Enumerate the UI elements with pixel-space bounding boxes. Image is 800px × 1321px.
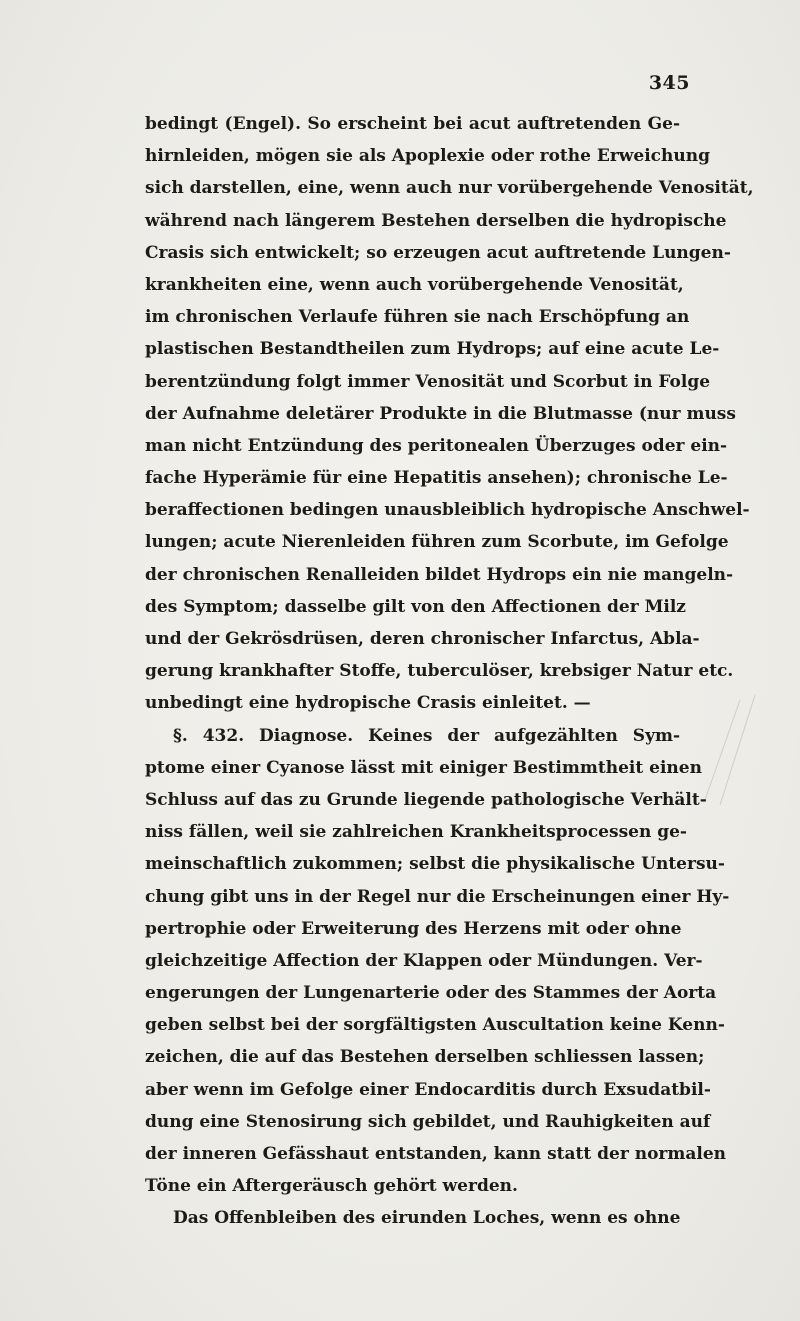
text-line: dung eine Stenosirung sich gebildet, und Rauhigkeiten auf [145,1111,711,1132]
text-line: aber wenn im Gefolge einer Endocarditis durch Exsudatbil- [145,1079,711,1100]
text-line: sich darstellen, eine, wenn auch nur vorübergehende Venosität, [145,178,754,199]
text-line: chung gibt uns in der Regel nur die Erscheinungen einer Hy- [145,886,730,907]
text-line: des Symptom; dasselbe gilt von den Affectionen der Milz [145,596,686,617]
text-line: gerung krankhafter Stoffe, tuberculöser, krebsiger Natur etc. [145,661,734,682]
text-line: man nicht Entzündung des peritonealen Überzuges oder ein- [145,435,728,456]
body-text [145,108,754,1235]
text-line: und der Gekrösdrüsen, deren chronischer Infarctus, Abla- [145,629,700,649]
text-line: gleichzeitige Affection der Klappen oder Mündungen. Ver- [145,950,703,971]
text-line: im chronischen Verlaufe führen sie nach Erschöpfung an [145,307,690,328]
page-number: 345 [648,72,690,94]
text-line: pertrophie oder Erweiterung des Herzens mit oder ohne [145,918,682,939]
section-heading-line: §. 432. Diagnose. Keines der aufgezählten Sym- [173,725,680,746]
text-line: ptome einer Cyanose lässt mit einiger Bestimmtheit einen [145,757,702,778]
text-line: der Aufnahme deletärer Produkte in die Blutmasse (nur muss [145,403,736,424]
text-line: meinschaftlich zukommen; selbst die physikalische Untersu- [145,854,725,875]
text-line: engerungen der Lungenarterie oder des Stammes der Aorta [145,983,717,1004]
text-line: beraffectionen bedingen unausbleiblich hydropische Anschwel- [145,500,750,521]
text-line: plastischen Bestandtheilen zum Hydrops; auf eine acute Le- [145,339,720,360]
text-line: fache Hyperämie für eine Hepatitis ansehen); chronische Le- [145,468,728,489]
text-line: hirnleiden, mögen sie als Apoplexie oder rothe Erweichung [145,146,711,167]
text-line: der inneren Gefässhaut entstanden, kann statt der normalen [145,1144,727,1164]
text-line: bedingt (Engel). So erscheint bei acut auftretenden Ge- [145,114,680,134]
text-line: Crasis sich entwickelt; so erzeugen acut auftretende Lungen- [145,242,731,263]
text-line: Schluss auf das zu Grunde liegende pathologische Verhält- [145,789,707,810]
text-line: niss fällen, weil sie zahlreichen Krankheitsprocessen ge- [145,822,687,843]
text-line: der chronischen Renalleiden bildet Hydrops ein nie mangeln- [145,564,734,585]
paper-smudge [700,690,760,810]
text-line: während nach längerem Bestehen derselben die hydropische [145,210,727,231]
text-line: Das Offenbleiben des eirunden Loches, wenn es ohne [173,1208,681,1229]
text-line: geben selbst bei der sorgfältigsten Auscultation keine Kenn- [145,1015,725,1036]
text-line: unbedingt eine hydropische Crasis einleitet. — [145,693,591,714]
text-line: zeichen, die auf das Bestehen derselben schliessen lassen; [145,1047,705,1068]
text-line: krankheiten eine, wenn auch vorübergehende Venosität, [145,274,684,295]
text-line: berentzündung folgt immer Venosität und Scorbut in Folge [145,371,711,392]
text-line: Töne ein Aftergeräusch gehört werden. [145,1176,518,1197]
text-line: lungen; acute Nierenleiden führen zum Scorbute, im Gefolge [145,532,729,553]
